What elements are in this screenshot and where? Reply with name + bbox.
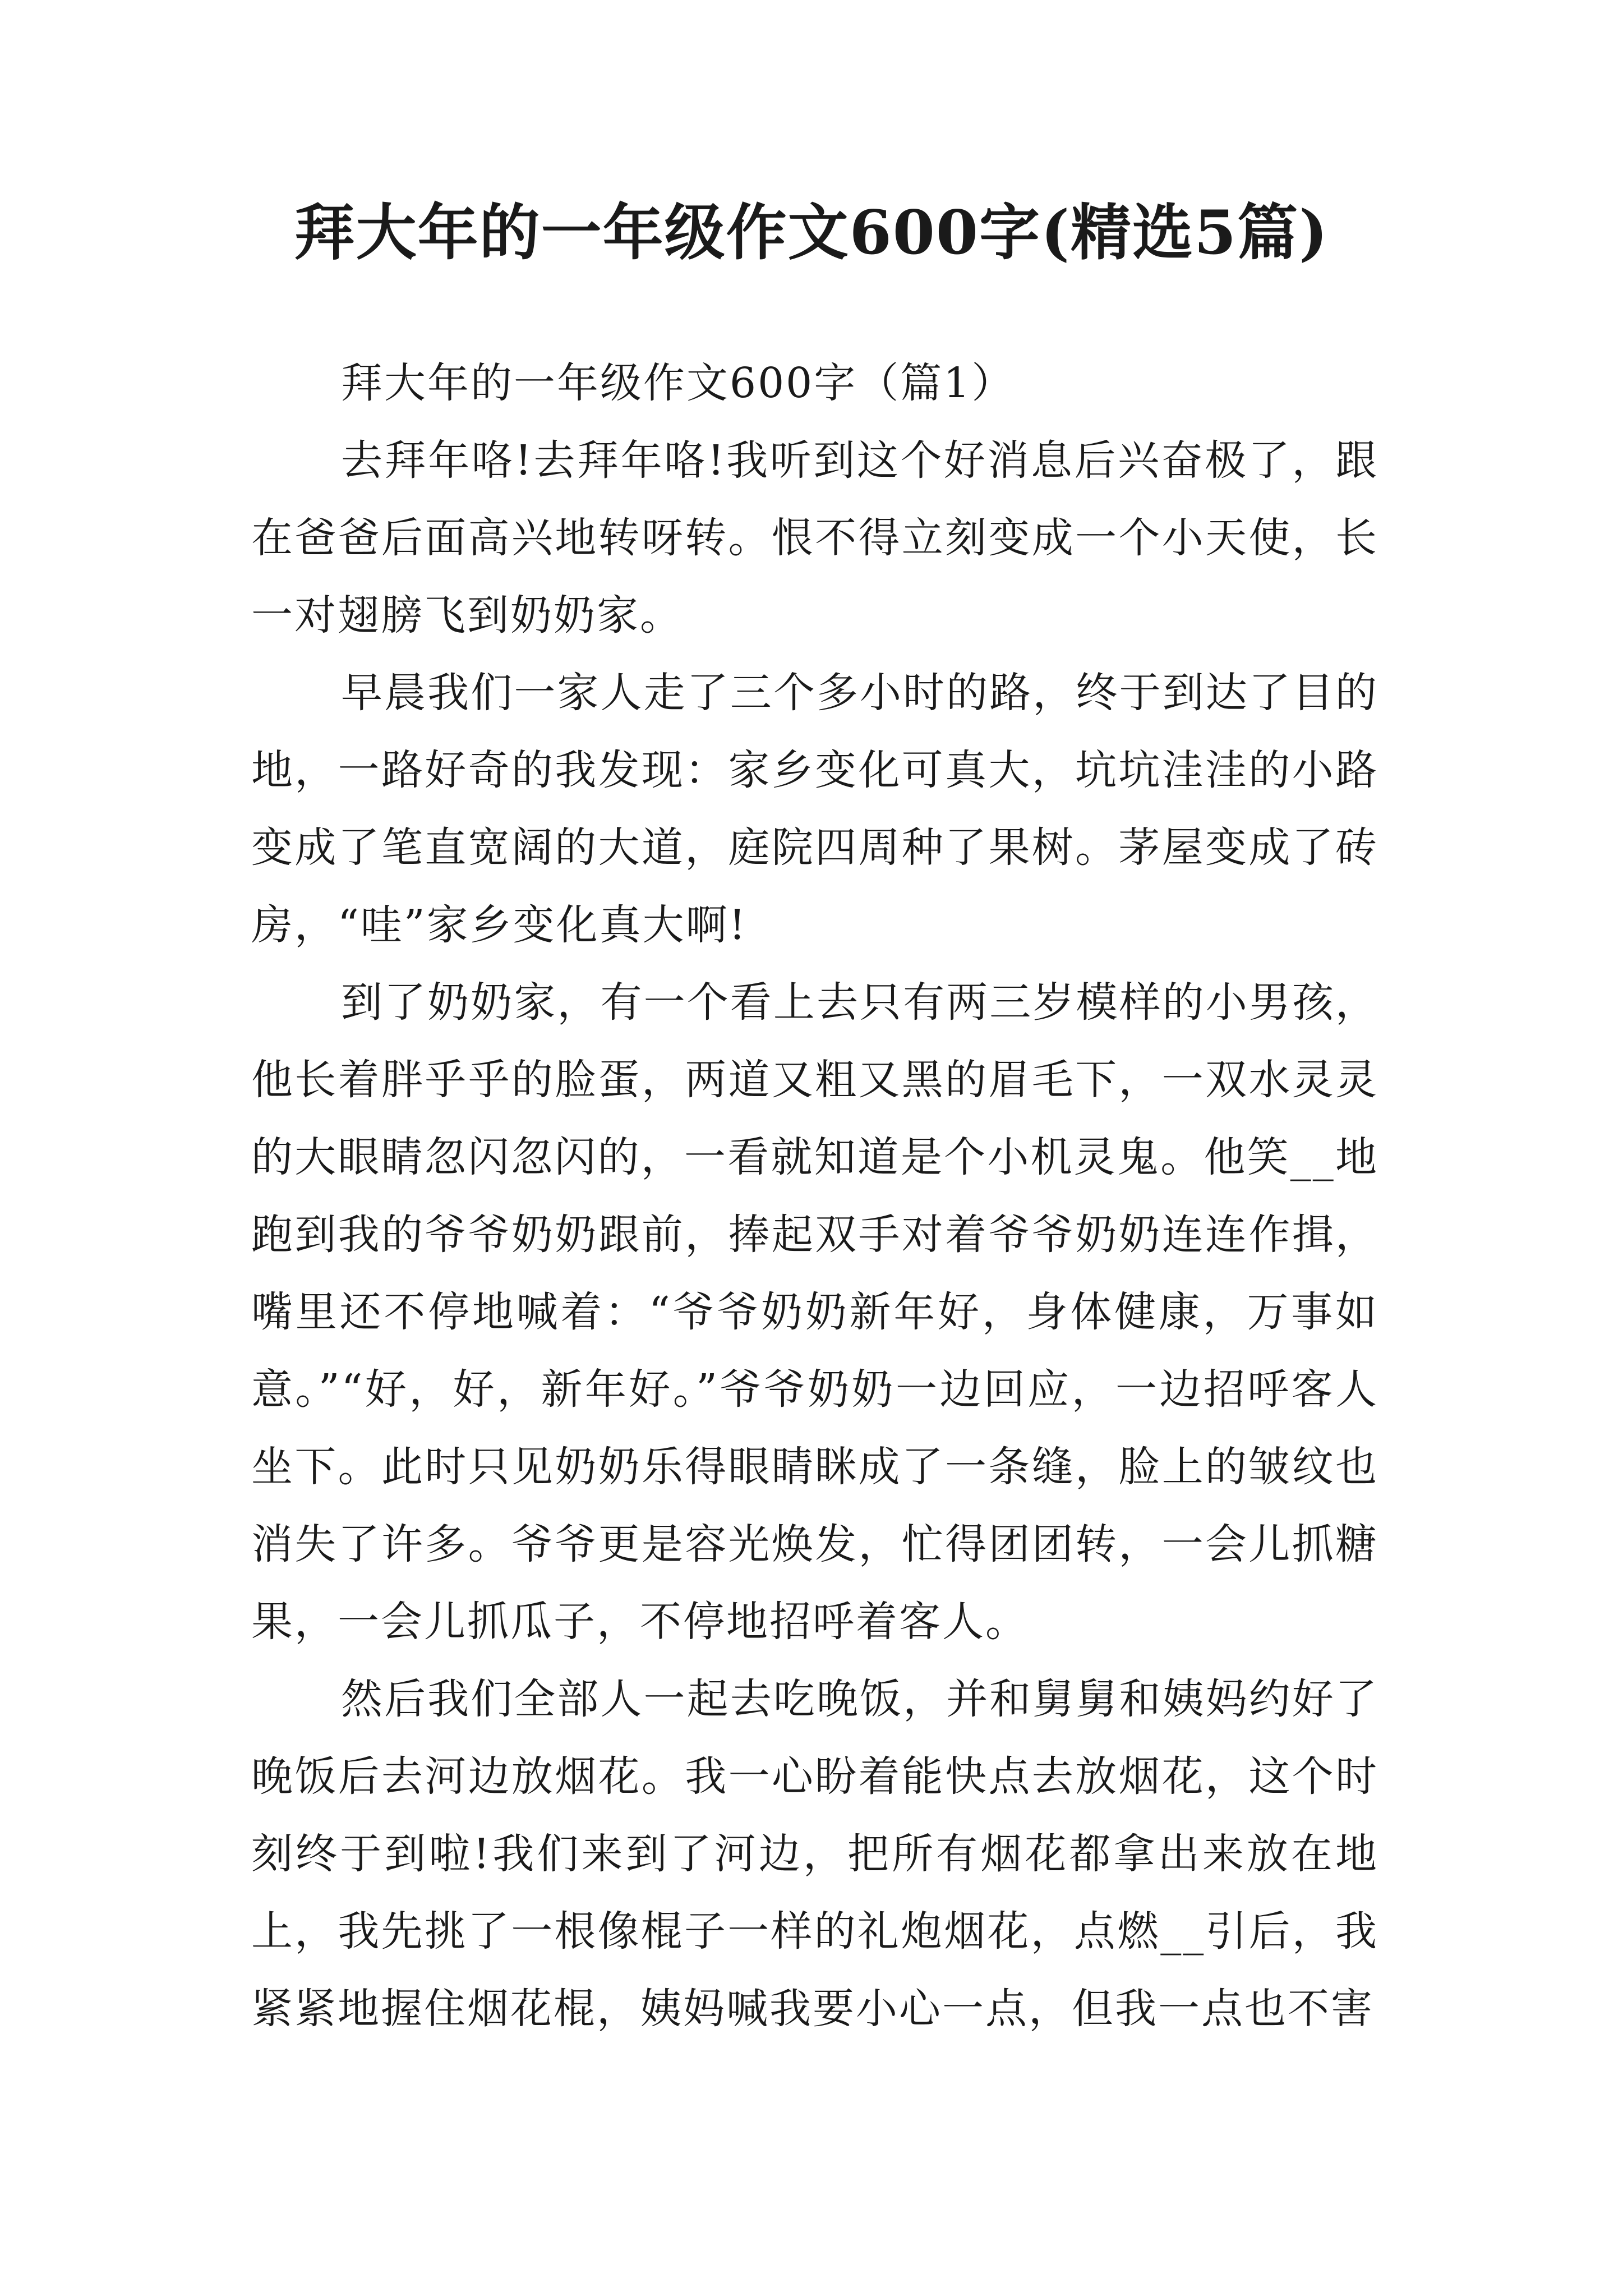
- document-title: 拜大年的一年级作文600字(精选5篇): [294, 197, 1329, 268]
- section-heading: 拜大年的一年级作文600字（篇1）: [341, 359, 1015, 407]
- paragraph: 去拜年咯!去拜年咯!我听到这个好消息后兴奋极了，跟在爸爸后面高兴地转呀转。恨不得立刻变成一个小天使，长一对翅膀飞到奶奶家。: [251, 436, 1378, 639]
- paragraph: 然后我们全部人一起去吃晚饭，并和舅舅和姨妈约好了晚饭后去河边放烟花。我一心盼着能快点去放烟花，这个时刻终于到啦!我们来到了河边，把所有烟花都拿出来放在地上，我先挑了一根像棍子一样的礼炮烟花，点燃__引后，我紧紧地握住烟花棍，姨妈喊我要小心一点，但我一点也不害: [251, 1675, 1378, 2033]
- paragraph: 早晨我们一家人走了三个多小时的路，终于到达了目的地，一路好奇的我发现：家乡变化可真大，坑坑洼洼的小路变成了笔直宽阔的大道，庭院四周种了果树。茅屋变成了砖房，“哇”家乡变化真大啊!: [251, 669, 1378, 949]
- document-body: [251, 344, 1378, 2047]
- paragraph: 到了奶奶家，有一个看上去只有两三岁模样的小男孩，他长着胖乎乎的脸蛋，两道又粗又黑的眉毛下，一双水灵灵的大眼睛忽闪忽闪的，一看就知道是个小机灵鬼。他笑__地跑到我的爷爷奶奶跟前，捧起双手对着爷爷奶奶连连作揖，嘴里还不停地喊着：“爷爷奶奶新年好，身体健康，万事如意。”“好，好，新年好。”爷爷奶奶一边回应，一边招呼客人坐下。此时只见奶奶乐得眼睛眯成了一条缝，脸上的皱纹也消失了许多。爷爷更是容光焕发，忙得团团转，一会儿抓糖果，一会儿抓瓜子，不停地招呼着客人。: [251, 978, 1378, 1646]
